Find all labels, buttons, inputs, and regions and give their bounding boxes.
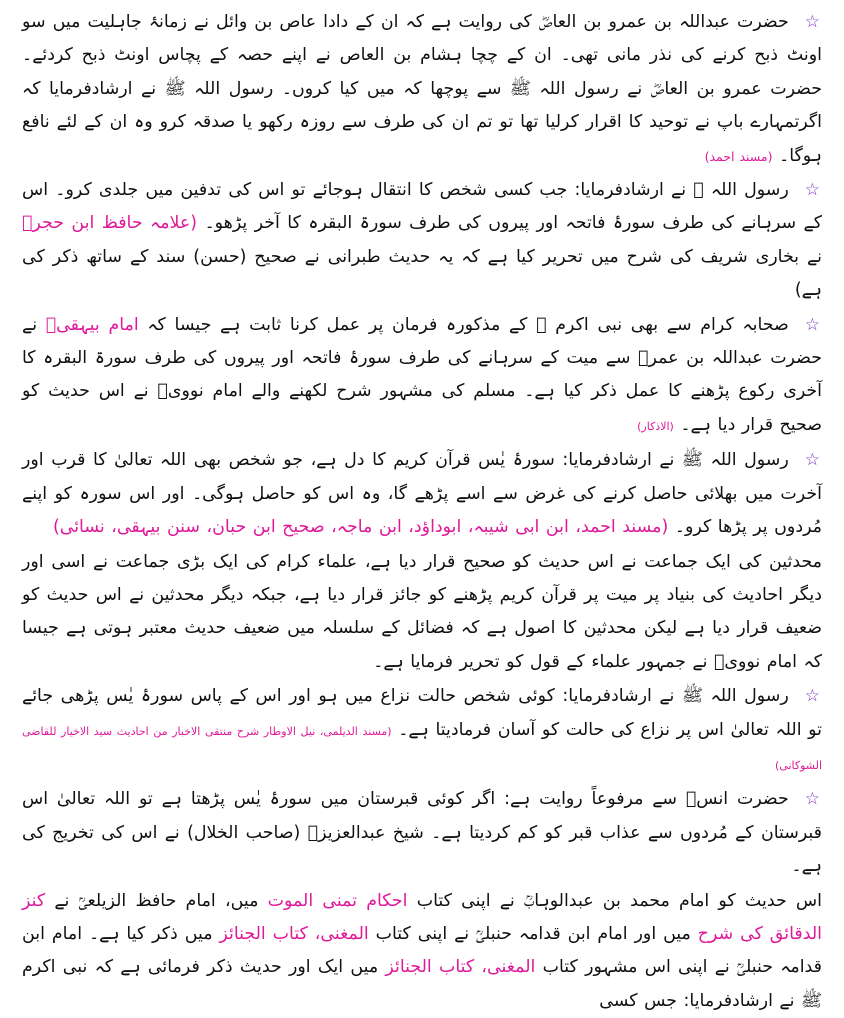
citation-text: (مسند احمد) <box>704 148 773 164</box>
citation-text: المغنی، کتاب الجنائز <box>385 957 536 978</box>
body-text: میں ذکر کیا ہے۔ امام ابن قدامہ حنبلیؒ نے اپنی اس مشہور کتاب <box>22 923 822 978</box>
body-text: حضرت انسؓ سے مرفوعاً روایت ہے: اگر کوئی قبرستان میں سورۂ یٰس پڑھتا ہے تو اللہ تعالیٰ اس قبرستان کے مُردوں سے عذاب قبر کو کم کردیتا ہے۔ شیخ عبدالعزیزؒ (صاحب الخلال) نے اس کی تخریج کی ہے۔ <box>22 789 822 877</box>
paragraph-4 <box>22 444 822 544</box>
citation-text: امام بیہقیؒ <box>45 314 139 335</box>
paragraph-5 <box>22 546 822 680</box>
body-text: نے بخاری شریف کی شرح میں تحریر کیا ہے کہ یہ حدیث طبرانی نے صحیح (حسن) سند کے ساتھ ذکر کی ہے) <box>22 246 822 301</box>
star-bullet-icon: ☆ <box>804 180 820 201</box>
paragraph-7 <box>22 783 822 883</box>
citation-text: (الاذکار) <box>637 419 674 433</box>
citation-text: کنز الدقائق کی شرح <box>22 890 823 944</box>
body-text: رسول اللہ ﷺ نے ارشادفرمایا: سورۂ یٰس قرآن کریم کا دل ہے، جو شخص بھی اللہ تعالیٰ کا قرب اور آخرت میں بھلائی حاصل کرنے کی غرض سے اسے پڑھے گا، وہ اس کو حاصل ہوگی۔ اور اس سورہ کو اپنے مُردوں پر پڑھا کرو۔ <box>22 450 822 538</box>
star-bullet-icon: ☆ <box>804 450 820 471</box>
star-bullet-icon: ☆ <box>804 686 820 707</box>
citation-text: (مسند احمد، ابن ابی شیبہ، ابوداؤد، ابن ماجہ، صحیح ابن حبان، سنن بیہقی، نسائی) <box>52 517 669 538</box>
citation-text: المغنی، کتاب الجنائز <box>219 923 369 944</box>
body-text: میں ایک اور حدیث ذکر فرمائی ہے کہ نبی اکرم ﷺ نے ارشادفرمایا: جس کسی <box>22 957 822 1011</box>
body-text: رسول اللہ ﷺ نے ارشادفرمایا: جب کسی شخص کا انتقال ہوجائے تو اس کی تدفین میں جلدی کرو۔ اس کے سرہانے کی طرف سورۂ فاتحہ اور پیروں کی طرف سورۃ البقرہ کا آخر پڑھو۔ <box>22 180 823 234</box>
paragraph-8 <box>22 885 822 1018</box>
body-text: صحابہ کرام سے بھی نبی اکرم ﷺ کے مذکورہ فرمان پر عمل کرنا ثابت ہے جیسا کہ <box>138 314 789 335</box>
body-text: نے حضرت عبداللہ بن عمرؓ سے میت کے سرہانے کی طرف سورۂ فاتحہ اور پیروں کی طرف سورۃ البقرہ کا آخری رکوع پڑھنے کا عمل ذکر کیا ہے۔ مسلم کی مشہور شرح لکھنے والے امام نوویؒ نے اس حدیث کو صحیح قرار دیا ہے۔ <box>22 314 822 435</box>
body-text: اس حدیث کو امام محمد بن عبدالوہابؒ نے اپنی کتاب <box>407 890 822 911</box>
citation-text: (مسند الدیلمی، نیل الاوطار شرح منتقی الاخبار من احادیث سید الاخیار للقاضی الشوکانی) <box>22 724 822 772</box>
body-text: میں اور امام ابن قدامہ حنبلیؒ نے اپنی کتاب <box>368 923 698 944</box>
body-text: محدثین کی ایک جماعت نے اس حدیث کو صحیح قرار دیا ہے، علماء کرام کی ایک بڑی جماعت نے اسی اور دیگر احادیث کی بنیاد پر میت پر قرآن کریم پڑھنے کو جائز قرار دیا ہے، جبکہ دیگر محدثین نے اس حدیث کو ضعیف قرار دیا ہے لیکن محدثین کا اصول ہے کہ فضائل کے سلسلہ میں ضعیف حدیث معتبر ہوتی ہے جیسا کہ امام نوویؒ نے جمہور علماء کے قول کو تحریر فرمایا ہے۔ <box>22 551 822 672</box>
star-bullet-icon: ☆ <box>804 789 820 810</box>
paragraph-6 <box>22 680 822 782</box>
body-text: رسول اللہ ﷺ نے ارشادفرمایا: کوئی شخص حالت نزاع میں ہو اور اس کے پاس سورۂ یٰس پڑھی جائے تو اللہ تعالیٰ اس پر نزاع کی حالت کو آسان فرمادیتا ہے۔ <box>22 686 823 740</box>
body-text: میں، امام حافظ الزیلعیؒ نے <box>45 890 268 911</box>
citation-text: (علامہ حافظ ابن حجرؒ <box>22 213 198 234</box>
star-bullet-icon: ☆ <box>804 12 820 32</box>
paragraph-1 <box>22 6 822 173</box>
citation-text: احکام تمنی الموت <box>267 890 408 911</box>
paragraph-3 <box>22 309 822 444</box>
body-text: حضرت عبداللہ بن عمرو بن العاصؓ کی روایت ہے کہ ان کے دادا عاص بن وائل نے زمانۂ جاہلیت میں سو اونٹ ذبح کرنے کی نذر مانی تھی۔ ان کے چچا ہشام بن العاص نے اپنے حصہ کے پچاس اونٹ ذبح کردئے۔ حضرت عمرو بن العاصؓ نے رسول اللہ ﷺ سے پوچھا کہ میں کیا کروں۔ رسول اللہ ﷺ نے ارشادفرمایا کہ اگرتمہارے باپ نے توحید کا اقرار کرلیا تھا تو تم ان کی طرف سے روزہ رکھو یا صدقہ کرو وہ ان کے لئے نافع ہوگا۔ <box>22 12 822 166</box>
star-bullet-icon: ☆ <box>804 314 820 335</box>
paragraph-2 <box>22 174 822 308</box>
